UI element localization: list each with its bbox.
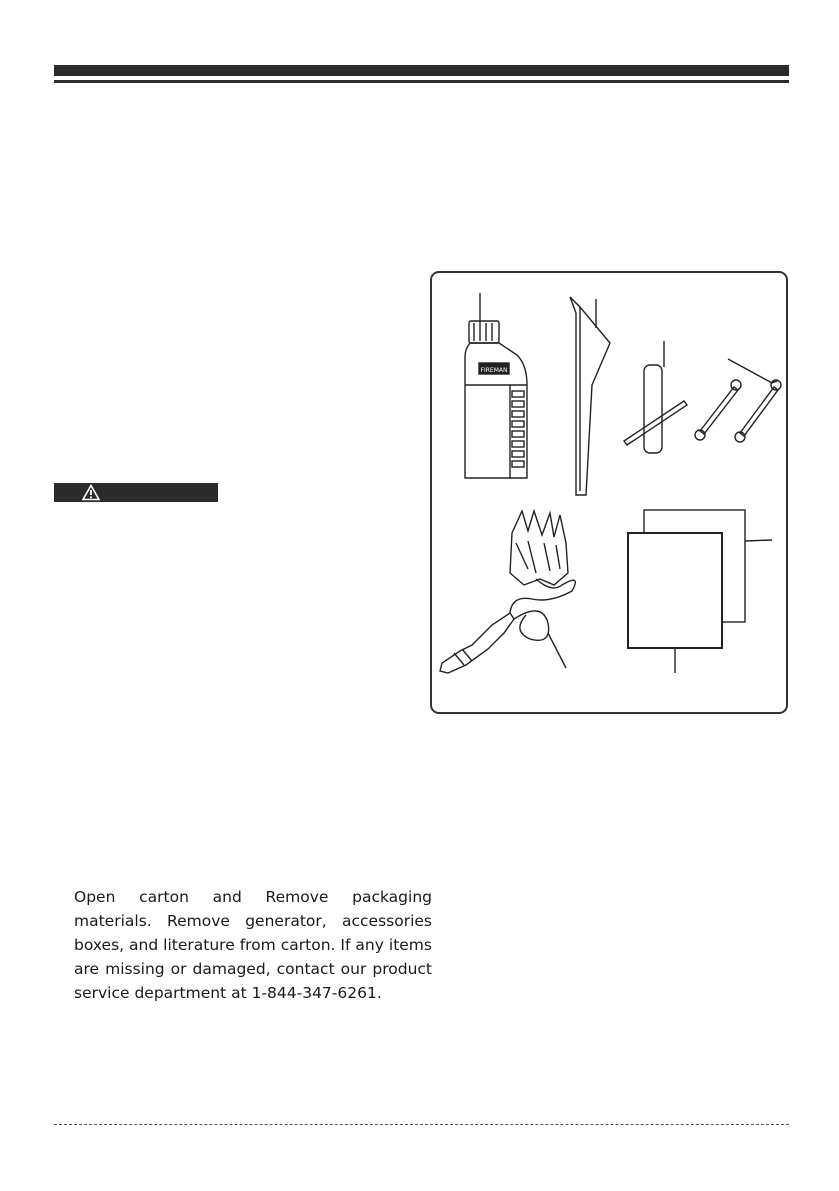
open-end-wrench-icon: [695, 359, 781, 442]
accessories-illustration: [432, 273, 790, 716]
header-rule: [54, 80, 789, 83]
warning-triangle-icon: [82, 484, 100, 501]
manual-documents-icon: [628, 510, 772, 673]
bottle-brand-label: FIREMAN: [480, 367, 508, 374]
warning-banner: [54, 483, 218, 502]
footer-dashed-rule: [54, 1124, 789, 1125]
oil-bottle-icon: [465, 293, 527, 478]
accessories-panel: [430, 271, 788, 714]
dc-charging-cable-icon: [440, 511, 575, 673]
header-bar: [54, 65, 789, 76]
unpacking-instructions: Open carton and Remove packaging materials. Remove generator, accessories boxes, and literature from carton. If any items are missing or damaged, contact our product service department at 1-844-347-6261.: [74, 888, 432, 1002]
oil-funnel-icon: [570, 297, 610, 495]
spark-plug-wrench-icon: [624, 341, 687, 453]
